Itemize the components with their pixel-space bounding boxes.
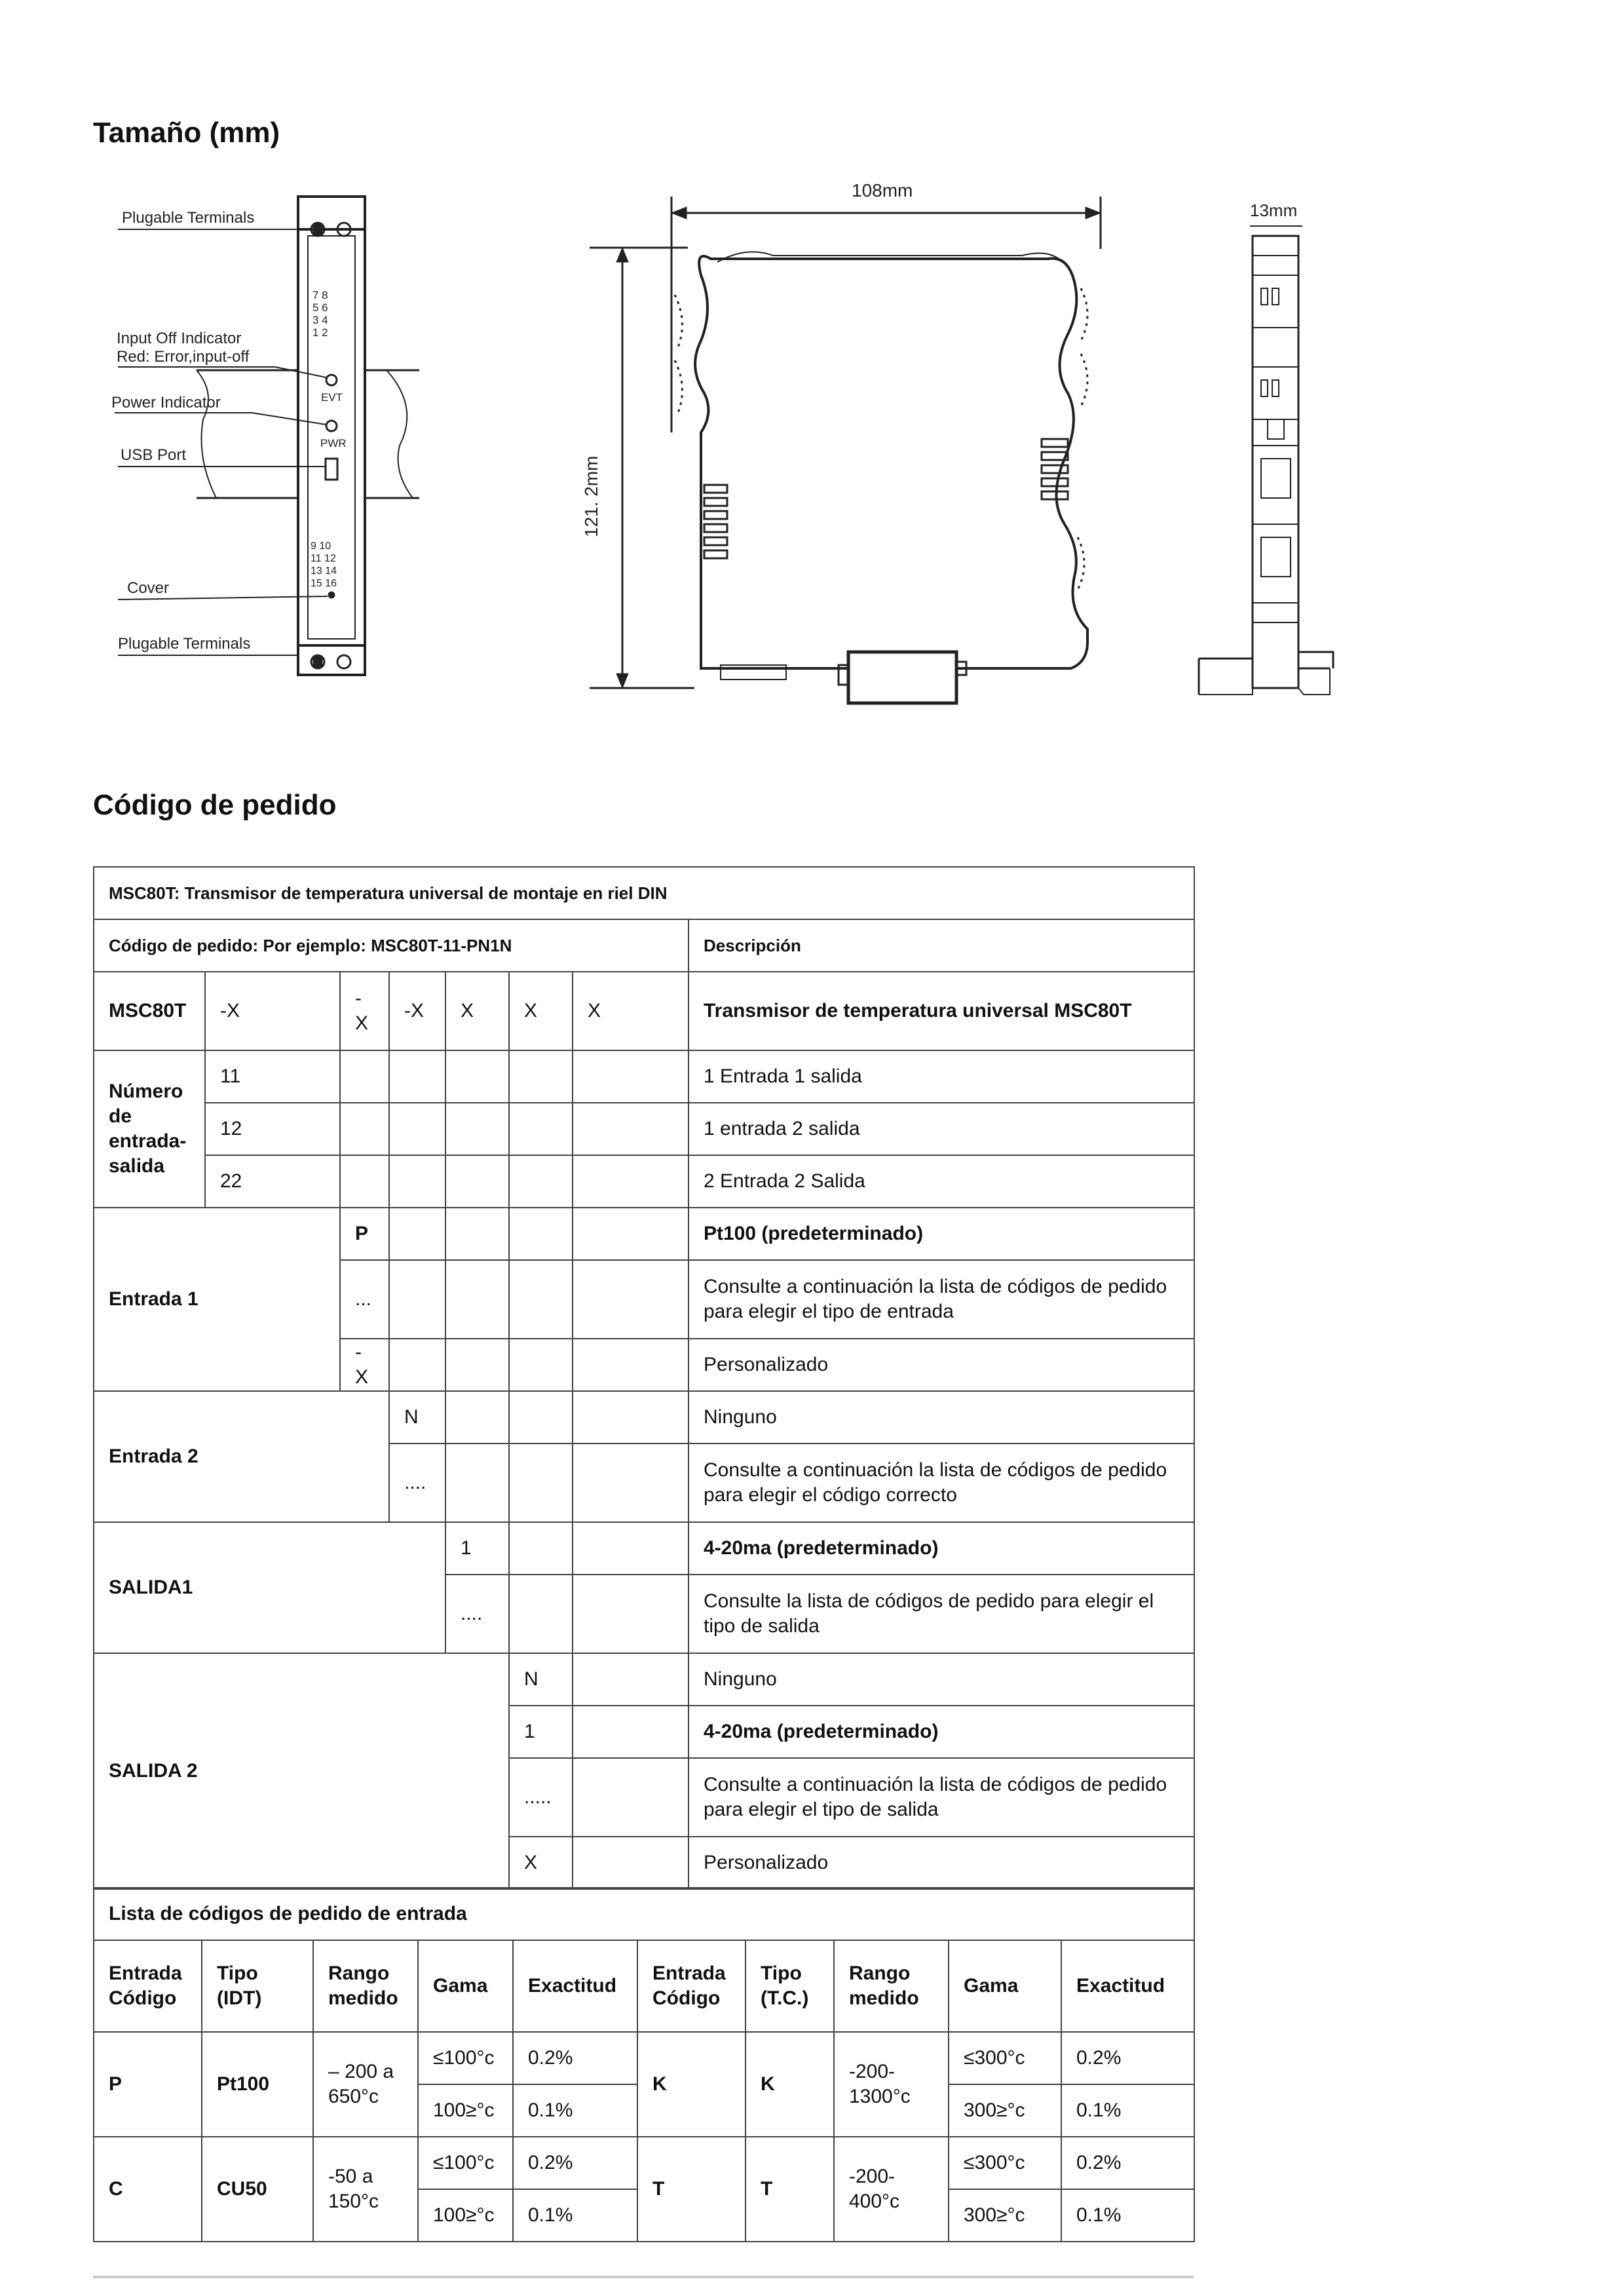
code-cell: X	[573, 972, 689, 1050]
terminal-row: 13 14	[311, 565, 337, 577]
dimension-drawing	[0, 0, 1624, 734]
input2-desc: Ninguno	[689, 1391, 1194, 1444]
terminal-row: 15 16	[311, 578, 337, 589]
front-view	[115, 197, 419, 675]
gama-right: ≤300°c	[949, 2032, 1061, 2084]
output1-label: SALIDA1	[94, 1522, 445, 1653]
input1-code: P	[340, 1208, 389, 1260]
input2-label: Entrada 2	[94, 1391, 389, 1522]
header-cell: Exactitud	[1061, 1940, 1194, 2032]
gama-left: 100≥°c	[418, 2189, 513, 2242]
io-code: 22	[205, 1155, 340, 1208]
input1-desc: Pt100 (predeterminado)	[689, 1208, 1194, 1260]
output2-code: 1	[509, 1706, 573, 1758]
type-left: Pt100	[202, 2032, 313, 2137]
output2-code: N	[509, 1653, 573, 1706]
input1-desc: Personalizado	[689, 1339, 1194, 1391]
terminal-row: 7 8	[312, 289, 328, 301]
header-cell: Entrada Código	[94, 1940, 202, 2032]
input1-desc: Consulte a continuación la lista de códigos de pedido para elegir el tipo de entrada	[689, 1260, 1194, 1339]
header-cell: Exactitud	[513, 1940, 637, 2032]
gama-right: ≤300°c	[949, 2137, 1061, 2189]
label-usb: USB Port	[121, 446, 187, 464]
dim-width-label: 108mm	[852, 180, 913, 201]
side-view	[590, 197, 1101, 703]
output2-desc: 4-20ma (predeterminado)	[689, 1706, 1194, 1758]
header-cell: Tipo (IDT)	[202, 1940, 313, 2032]
size-section-title: Tamaño (mm)	[93, 117, 280, 149]
header-cell: Rango medido	[834, 1940, 949, 2032]
output2-code: .....	[509, 1758, 573, 1837]
accuracy-right: 0.1%	[1061, 2189, 1194, 2242]
code-left: C	[94, 2137, 202, 2242]
header-cell: Entrada Código	[637, 1940, 746, 2032]
order-code-table	[93, 866, 1195, 1890]
range-left: – 200 a 650°c	[313, 2032, 418, 2137]
accuracy-left: 0.2%	[513, 2137, 637, 2189]
header-cell: Rango medido	[313, 1940, 418, 2032]
range-left: -50 a 150°c	[313, 2137, 418, 2242]
input1-code: -X	[340, 1339, 389, 1391]
code-cell: -X	[340, 972, 389, 1050]
input-code-title: Lista de códigos de pedido de entrada	[94, 1888, 1194, 1940]
code-left: P	[94, 2032, 202, 2137]
terminal-row: 11 12	[311, 553, 336, 564]
terminal-row: 9 10	[311, 541, 331, 552]
accuracy-right: 0.2%	[1061, 2032, 1194, 2084]
dim-depth-label: 13mm	[1250, 201, 1298, 220]
input-code-table	[93, 1887, 1195, 2242]
label-plugable-bottom: Plugable Terminals	[118, 635, 251, 653]
pwr-label: PWR	[320, 437, 347, 450]
label-input-off-2: Red: Error,input-off	[117, 348, 250, 366]
input1-code: ...	[340, 1260, 389, 1339]
terminal-row: 1 2	[312, 326, 328, 339]
io-code: 12	[205, 1103, 340, 1155]
output2-desc: Consulte a continuación la lista de códigos de pedido para elegir el tipo de salida	[689, 1758, 1194, 1837]
dim-height-label: 121. 2mm	[581, 455, 601, 537]
accuracy-left: 0.1%	[513, 2084, 637, 2137]
output1-code: 1	[445, 1522, 509, 1575]
header-cell: Tipo (T.C.)	[746, 1940, 834, 2032]
range-right: -200-400°c	[834, 2137, 949, 2242]
table-title: MSC80T: Transmisor de temperatura universal de montaje en riel DIN	[94, 867, 1194, 919]
label-power: Power Indicator	[111, 394, 221, 411]
evt-label: EVT	[321, 391, 343, 404]
label-plugable-top: Plugable Terminals	[122, 209, 255, 227]
input1-label: Entrada 1	[94, 1208, 340, 1391]
example-header: Código de pedido: Por ejemplo: MSC80T-11-PN1N	[94, 919, 689, 972]
output1-desc: Consulte la lista de códigos de pedido para elegir el tipo de salida	[689, 1575, 1194, 1653]
output1-code: ....	[445, 1575, 509, 1653]
input2-code: ....	[389, 1444, 445, 1522]
code-cell: X	[445, 972, 509, 1050]
page-cut-divider	[93, 2276, 1194, 2278]
terminal-row: 3 4	[312, 314, 328, 326]
code-cell: -X	[389, 972, 445, 1050]
input2-desc: Consulte a continuación la lista de códigos de pedido para elegir el código correcto	[689, 1444, 1194, 1522]
code-cell: X	[509, 972, 573, 1050]
type-left: CU50	[202, 2137, 313, 2242]
order-section-title: Código de pedido	[93, 789, 337, 821]
code-right: K	[637, 2032, 746, 2137]
code-cell: -X	[205, 972, 340, 1050]
type-right: K	[746, 2032, 834, 2137]
gama-left: ≤100°c	[418, 2032, 513, 2084]
gama-left: ≤100°c	[418, 2137, 513, 2189]
io-desc: 2 Entrada 2 Salida	[689, 1155, 1194, 1208]
io-desc: 1 entrada 2 salida	[689, 1103, 1194, 1155]
output1-desc: 4-20ma (predeterminado)	[689, 1522, 1194, 1575]
io-label: Número de entrada-salida	[94, 1050, 205, 1208]
io-code: 11	[205, 1050, 340, 1103]
label-input-off-1: Input Off Indicator	[117, 330, 242, 347]
gama-right: 300≥°c	[949, 2084, 1061, 2137]
gama-right: 300≥°c	[949, 2189, 1061, 2242]
code-cell: MSC80T	[94, 972, 205, 1050]
header-cell: Gama	[949, 1940, 1061, 2032]
gama-left: 100≥°c	[418, 2084, 513, 2137]
terminal-row: 5 6	[312, 301, 328, 314]
output2-desc: Personalizado	[689, 1837, 1194, 1889]
code-right: T	[637, 2137, 746, 2242]
accuracy-right: 0.1%	[1061, 2084, 1194, 2137]
end-view	[1199, 226, 1333, 695]
description-header: Descripción	[689, 919, 1194, 972]
label-cover: Cover	[127, 579, 170, 597]
accuracy-right: 0.2%	[1061, 2137, 1194, 2189]
output2-code: X	[509, 1837, 573, 1889]
type-right: T	[746, 2137, 834, 2242]
accuracy-left: 0.1%	[513, 2189, 637, 2242]
header-cell: Gama	[418, 1940, 513, 2032]
range-right: -200-1300°c	[834, 2032, 949, 2137]
output2-desc: Ninguno	[689, 1653, 1194, 1706]
input2-code: N	[389, 1391, 445, 1444]
accuracy-left: 0.2%	[513, 2032, 637, 2084]
io-desc: 1 Entrada 1 salida	[689, 1050, 1194, 1103]
code-description: Transmisor de temperatura universal MSC80T	[689, 972, 1194, 1050]
output2-label: SALIDA 2	[94, 1653, 509, 1889]
